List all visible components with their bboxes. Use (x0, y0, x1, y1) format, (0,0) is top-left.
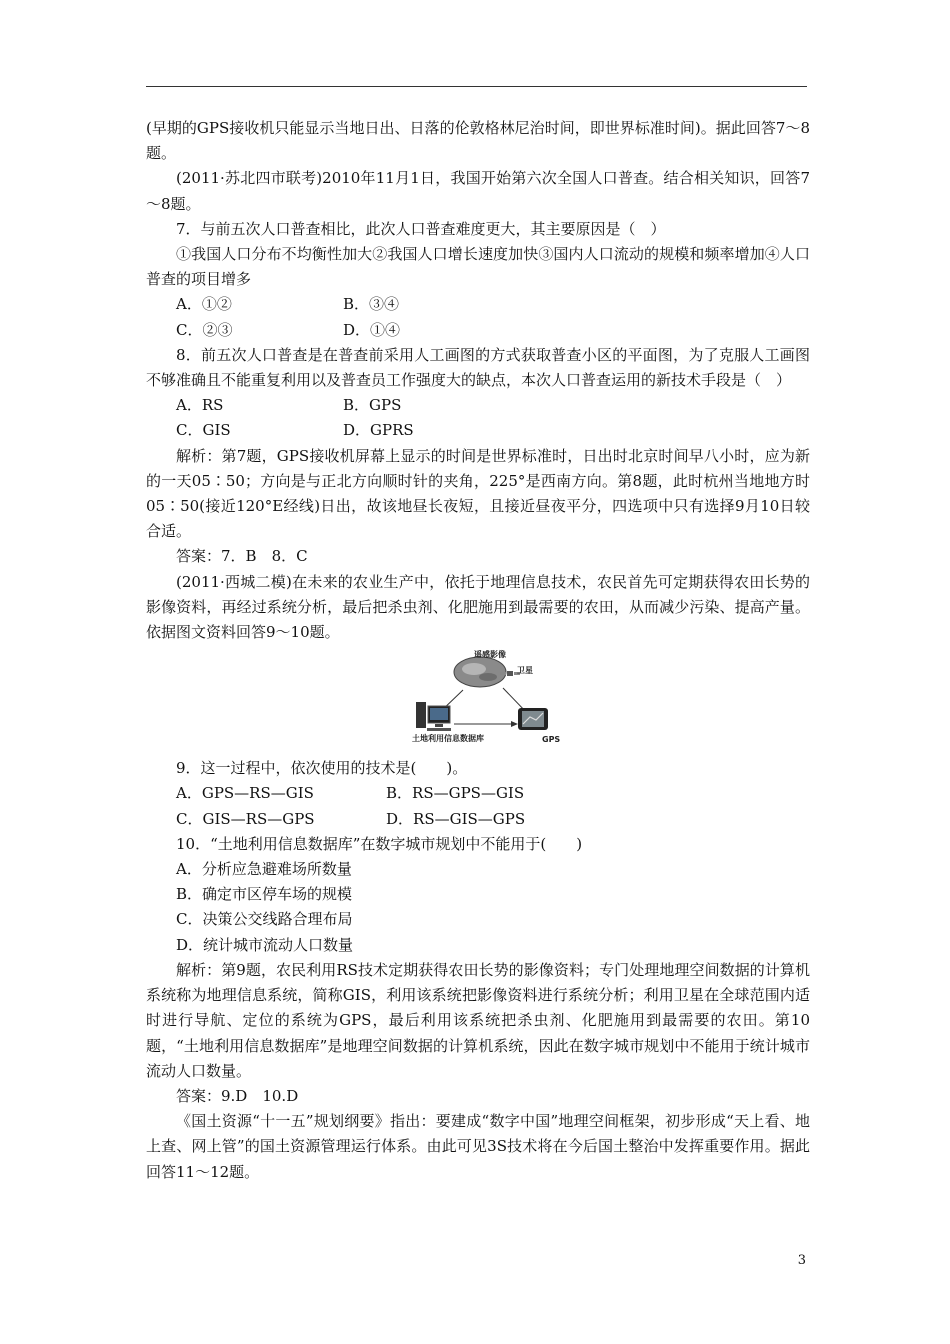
option-b: B．③④ (343, 295, 400, 314)
label-land-database: 土地利用信息数据库 (412, 734, 484, 744)
3s-diagram (146, 650, 810, 750)
question-8-options-row1 (146, 393, 810, 418)
question-9: 9．这一过程中，依次使用的技术是( )。 (176, 759, 468, 778)
answer-7-8: 答案：7．B 8．C (176, 547, 308, 566)
option-b: B．GPS (343, 396, 402, 415)
computer-icon (416, 702, 451, 731)
option-c: C．GIS (176, 421, 231, 440)
page-number: 3 (797, 1253, 806, 1268)
question-9-options-row2 (146, 807, 810, 832)
option-c: C．决策公交线路合理布局 (176, 910, 353, 929)
intro-paragraph-agriculture: (2011·西城二模)在未来的农业生产中，依托于地理信息技术，农民首先可定期获得农田长势的影像资料，再经过系统分析，最后把杀虫剂、化肥施用到最需要的农田，从而减少污染、提高产量。依据图文资料回答9～10题。 (146, 572, 810, 642)
question-9-options-row1 (146, 781, 810, 806)
option-c: C．GIS—RS—GPS (176, 809, 315, 828)
option-b: B．确定市区停车场的规模 (176, 885, 353, 904)
answer-9-10: 答案：9.D 10.D (176, 1086, 299, 1105)
explanation-9-10: 解析：第9题，农民利用RS技术定期获得农田长势的影像资料；专门处理地理空间数据的计算机系统称为地理信息系统，简称GIS，利用该系统把影像资料进行系统分析；利用卫星在全球范围内适时进行导航、定位的系统为GPS，最后利用该系统把杀虫剂、化肥施用到最需要的农田。第10题，“土地利用信息数据库”是地理空间数据的计算机系统，因此在数字城市规划中不能用于统计城市流动人口数量。 (146, 960, 810, 1080)
option-d: D．①④ (343, 320, 401, 339)
label-satellite: 卫星 (517, 666, 533, 676)
label-gps: GPS (542, 735, 561, 745)
question-7-statements: ①我国人口分布不均衡性加大②我国人口增长速度加快③国内人口流动的规模和频率增加④人口普查的项目增多 (146, 245, 810, 289)
intro-paragraph-gps: (早期的GPS接收机只能显示当地日出、日落的伦敦格林尼治时间，即世界标准时间)。据此回答7～8题。 (146, 119, 810, 163)
option-a: A．GPS—RS—GIS (176, 784, 314, 803)
option-a: A．RS (176, 396, 224, 415)
option-d: D．GPRS (343, 421, 414, 440)
label-remote-sensing-image: 遥感影像 (474, 650, 506, 660)
gps-device-icon (518, 708, 548, 730)
question-10: 10．“土地利用信息数据库”在数字城市规划中不能用于( ) (176, 834, 583, 853)
option-d: D．RS—GIS—GPS (386, 809, 526, 828)
page-content (146, 116, 810, 1185)
question-8-options-row2 (146, 418, 810, 443)
question-7-options-row1 (146, 292, 810, 317)
explanation-7-8: 解析：第7题，GPS接收机屏幕上显示的时间是世界标准时，日出时北京时间早八小时，应为新的一天05∶50；方向是与正北方向顺时针的夹角，225°是西南方向。第8题，此时杭州当地地方时05∶50(接近120°E经线)日出，故该地昼长夜短，且接近昼夜平分，四选项中只有选择9月10日较合适。 (146, 446, 810, 541)
option-a: A．①② (176, 295, 232, 314)
option-a: A．分析应急避难场所数量 (176, 860, 352, 879)
option-b: B．RS—GPS—GIS (386, 784, 525, 803)
option-c: C．②③ (176, 320, 233, 339)
intro-paragraph-census: (2011·苏北四市联考)2010年11月1日，我国开始第六次全国人口普查。结合相关知识，回答7～8题。 (146, 169, 810, 213)
question-7: 7．与前五次人口普查相比，此次人口普查难度更大，其主要原因是（ ） (176, 219, 666, 238)
question-7-options-row2 (146, 318, 810, 343)
question-8: 8．前五次人口普查是在普查前采用人工画图的方式获取普查小区的平面图，为了克服人工画图不够准确且不能重复利用以及普查员工作强度大的缺点，本次人口普查运用的新技术手段是（ ） (146, 345, 810, 390)
header-rule (146, 86, 807, 87)
option-d: D．统计城市流动人口数量 (176, 935, 354, 954)
intro-paragraph-land-resources: 《国土资源“十一五”规划纲要》指出：要建成“数字中国”地理空间框架，初步形成“天上看、地上查、网上管”的国土资源管理运行体系。由此可见3S技术将在今后国土整治中发挥重要作用。据此回答11～12题。 (146, 1112, 810, 1181)
